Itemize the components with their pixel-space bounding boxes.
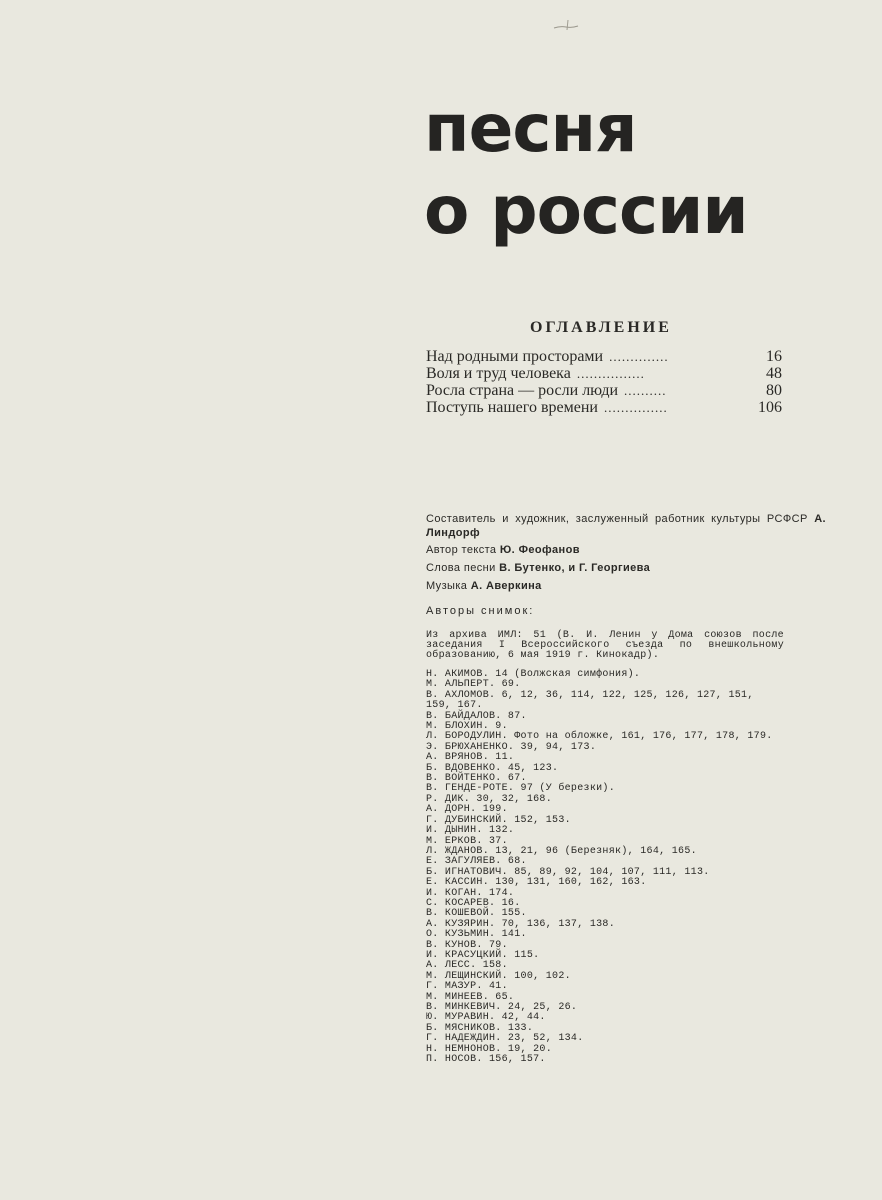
music-name: А. Аверкина [470,580,542,592]
toc-entry-label: Поступь нашего времени [426,399,598,416]
toc-entry [426,399,782,416]
photographer-entry: Э. БРЮХАНЕНКО. 39, 94, 173. [426,741,597,753]
photographer-entry: Л. ЖДАНОВ. 13, 21, 96 (Березняк), 164, 165. [426,845,697,857]
lyrics-credit [426,561,826,575]
photographer-entry: Л. БОРОДУЛИН. Фото на обложке, 161, 176, 177, 178, 179. [426,731,773,743]
music-credit [426,579,826,593]
photographer-entry: В. МИНКЕВИЧ. 24, 25, 26. [426,1002,578,1013]
photographer-entry: В. ВОЙТЕНКО. 67. [426,773,527,785]
toc-entry-label: Над родными просторами [426,348,604,365]
toc-entry-label: Воля и труд человека [426,365,571,382]
toc-entry-page: 80 [766,382,782,399]
photographer-entry: М. БЛОХИН. 9. [426,721,508,733]
archive-note: Из архива ИМЛ: 51 (В. И. Ленин у Дома союзов после заседания I Всероссийского съезда по внешкольному образованию, 6 мая 1919 г. Кинокадр). [426,630,784,661]
credits-block [426,512,826,597]
compiler-region: РСФСР [766,513,808,525]
photographer-entry: Ю. МУРАВИН. 42, 44. [426,1012,546,1024]
compiler-name: А. Линдорф [426,513,826,539]
toc-entry [426,348,782,365]
photographer-entry: В. БАЙДАЛОВ. 87. [426,710,527,722]
toc-entry-leader: .............. [609,349,669,364]
compiler-prefix: Составитель и художник, заслуженный работник культуры [426,513,761,525]
book-title [424,88,844,252]
toc-entry-page: 48 [766,365,782,382]
photographer-entry: М. АЛЬПЕРТ. 69. [426,679,521,691]
text-author-name: Ю. Феофанов [499,544,580,556]
photographer-entry: Н. НЕМНОНОВ. 19, 20. [426,1043,553,1055]
photographer-entry: О. КУЗЬМИН. 141. [426,929,527,941]
photographer-entry: П. НОСОВ. 156, 157. [426,1054,546,1066]
title-line-1: песня [424,90,637,167]
photographer-entry: М. ЛЕЩИНСКИЙ. 100, 102. [426,970,571,982]
photographer-entry: А. ЛЕСС. 158. [426,960,508,972]
photographer-entry: Г. ДУБИНСКИЙ. 152, 153. [426,814,571,826]
photographer-entry: С. КОСАРЕВ. 16. [426,897,521,909]
photographer-entry: М. МИНЕЕВ. 65. [426,991,515,1003]
paper-mark-icon [552,18,580,34]
toc-entry-leader: ................ [576,366,645,381]
photographer-entry: А. КУЗЯРИН. 70, 136, 137, 138. [426,918,616,930]
photographer-entry: М. ЕРКОВ. 37. [426,835,508,847]
photographer-entry: Б. МЯСНИКОВ. 133. [426,1022,534,1034]
photographer-entry: В. КУНОВ. 79. [426,939,508,951]
photographer-entry: В. АХЛОМОВ. 6, 12, 36, 114, 122, 125, 126, 127, 151, [426,689,754,701]
text-author-prefix: Автор текста [426,544,497,556]
photographer-entry: Г. МАЗУР. 41. [426,981,508,993]
toc-entry-leader: ............... [603,400,668,415]
lyrics-prefix: Слова песни [426,562,496,574]
toc-entry-page: 106 [758,399,782,416]
photo-authors-heading: Авторы снимок: [426,605,535,617]
photographer-entry: И. КРАСУЦКИЙ. 115. [426,949,540,961]
photographer-entry: А. ДОРН. 199. [426,804,508,816]
photographer-entry: 159, 167. [426,700,483,712]
photographer-entry: А. ВРЯНОВ. 11. [426,752,515,764]
compiler-credit [426,512,826,540]
toc-entry-label: Росла страна — росли люди [426,382,619,399]
photographer-entry: В. ГЕНДЕ-РОТЕ. 97 (У березки). [426,783,616,795]
photographer-entry: В. КОШЕВОЙ. 155. [426,908,527,920]
toc-entry-page: 16 [766,348,782,365]
photographer-entry: Н. АКИМОВ. 14 (Волжская симфония). [426,669,641,680]
toc-entry-leader: .......... [624,383,667,398]
toc-heading: ОГЛАВЛЕНИЕ [530,319,672,336]
photographer-entry: Г. НАДЕЖДИН. 23, 52, 134. [426,1033,584,1045]
photographer-entry: Е. ЗАГУЛЯЕВ. 68. [426,856,527,868]
music-prefix: Музыка [426,580,468,592]
photographer-entry: Р. ДИК. 30, 32, 168. [426,793,553,805]
photographer-entry: Б. ВДОВЕНКО. 45, 123. [426,762,559,774]
photographers-list [426,670,796,1065]
table-of-contents [426,348,782,416]
photographer-entry: И. КОГАН. 174. [426,887,515,899]
photographer-entry: Б. ИГНАТОВИЧ. 85, 89, 92, 104, 107, 111, 113. [426,866,710,878]
text-author-credit [426,543,826,557]
toc-entry [426,382,782,399]
title-line-2: о россии [424,172,748,249]
toc-entry [426,365,782,382]
photographer-entry: Е. КАССИН. 130, 131, 160, 162, 163. [426,877,647,889]
photographer-entry: И. ДЫНИН. 132. [426,825,515,837]
lyrics-names: В. Бутенко, и Г. Георгиева [499,562,651,574]
